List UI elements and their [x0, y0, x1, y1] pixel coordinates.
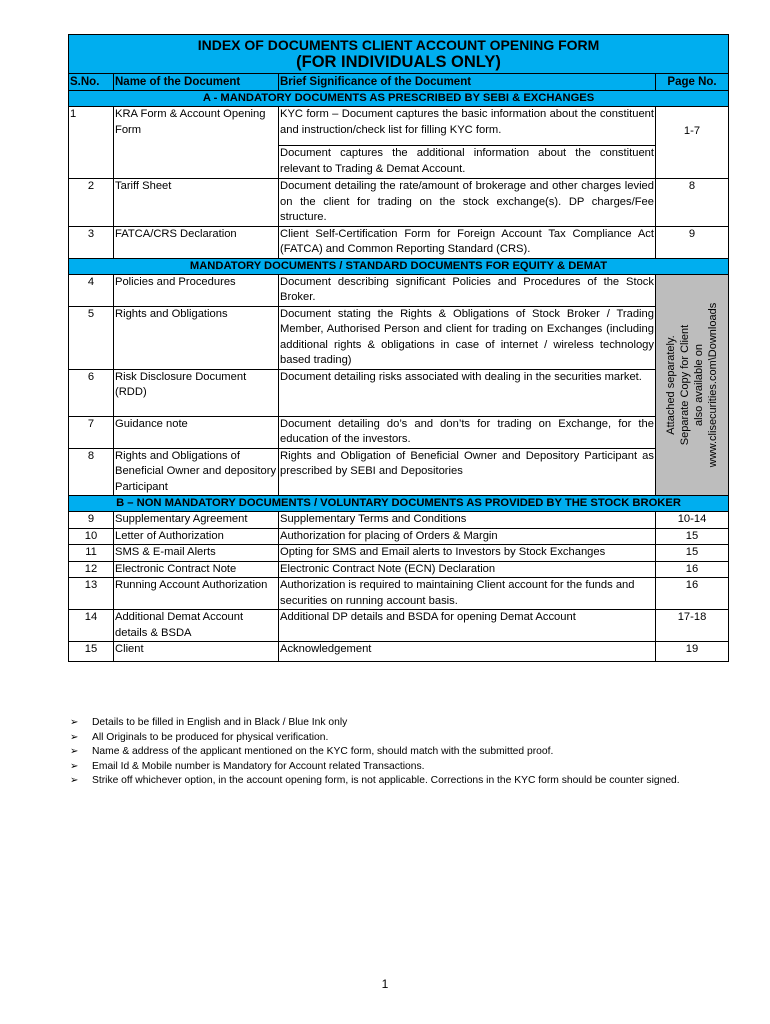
row-name: Client [114, 642, 279, 662]
row-page: 17-18 [656, 610, 729, 642]
row-sno: 10 [69, 528, 114, 545]
row-significance: Document detailing do’s and don’ts for trading on Exchange, for the education of the investors. [279, 416, 656, 448]
row-significance: Acknowledgement [279, 642, 656, 662]
section-b-title: B – NON MANDATORY DOCUMENTS / VOLUNTARY DOCUMENTS AS PROVIDED BY THE STOCK BROKER [69, 496, 729, 512]
header-sno: S.No. [69, 74, 114, 91]
row-name: Letter of Authorization [114, 528, 279, 545]
table-row [69, 306, 729, 369]
table-row [69, 226, 729, 258]
row-significance: Additional DP details and BSDA for opening Demat Account [279, 610, 656, 642]
row-sno: 14 [69, 610, 114, 642]
row-name: FATCA/CRS Declaration [114, 226, 279, 258]
section-a-title: A - MANDATORY DOCUMENTS AS PRESCRIBED BY SEBI & EXCHANGES [69, 91, 729, 107]
list-item: ➢ Name & address of the applicant mentioned on the KYC form, should match with the submitted proof. [70, 745, 750, 760]
row-page: 16 [656, 578, 729, 610]
index-table [68, 34, 729, 662]
row-sno: 1 [69, 107, 114, 146]
row-significance: Supplementary Terms and Conditions [279, 512, 656, 529]
row-sno: 9 [69, 512, 114, 529]
table-row [69, 545, 729, 562]
table-row [69, 179, 729, 227]
title-line1: INDEX OF DOCUMENTS CLIENT ACCOUNT OPENING FORM [197, 37, 600, 53]
row-significance: Authorization for placing of Orders & Margin [279, 528, 656, 545]
side-note-text: Attached separately. Separate Copy for Client also available on www.clisecurities.com\Downloads [665, 302, 720, 467]
header-page: Page No. [656, 74, 729, 91]
table-row [69, 416, 729, 448]
notes-list [70, 716, 750, 789]
row-page: 8 [656, 179, 729, 227]
side-note [656, 274, 729, 496]
page-number: 1 [381, 977, 389, 991]
row-significance: Rights and Obligation of Beneficial Owner and Depository Participant as prescribed by SEBI and Depositories [279, 448, 656, 496]
section-a2-band [69, 258, 729, 274]
table-row [69, 448, 729, 496]
section-a2-title: MANDATORY DOCUMENTS / STANDARD DOCUMENTS FOR EQUITY & DEMAT [69, 258, 729, 274]
row-significance: Opting for SMS and Email alerts to Investors by Stock Exchanges [279, 545, 656, 562]
row-name: Risk Disclosure Document (RDD) [114, 369, 279, 416]
row-page: 16 [656, 561, 729, 578]
row-sno: 13 [69, 578, 114, 610]
row-name: Additional Demat Account details & BSDA [114, 610, 279, 642]
table-row [69, 107, 729, 146]
arrowhead-bullet-icon: ➢ [70, 775, 79, 786]
row-sno: 5 [69, 306, 114, 369]
row-name: Policies and Procedures [114, 274, 279, 306]
row-significance: Document detailing risks associated with dealing in the securities market. [279, 369, 656, 416]
row-sno: 2 [69, 179, 114, 227]
row-sno: 7 [69, 416, 114, 448]
row-page: 9 [656, 226, 729, 258]
row-sno: 3 [69, 226, 114, 258]
row-page: 15 [656, 545, 729, 562]
row-name: Supplementary Agreement [114, 512, 279, 529]
section-a-band [69, 91, 729, 107]
section-b-band [69, 496, 729, 512]
row-significance-extra: Document captures the additional information about the constituent relevant to Trading & Demat Account. [279, 146, 656, 179]
row-sno: 8 [69, 448, 114, 496]
row-sno: 11 [69, 545, 114, 562]
table-row [69, 578, 729, 610]
row-name: Rights and Obligations of Beneficial Owner and depository Participant [114, 448, 279, 496]
row-name: Running Account Authorization [114, 578, 279, 610]
list-item: ➢ All Originals to be produced for physical verification. [70, 731, 750, 746]
arrowhead-bullet-icon: ➢ [70, 760, 79, 772]
row-name: Guidance note [114, 416, 279, 448]
document-index [68, 34, 728, 662]
row-significance: Document detailing the rate/amount of brokerage and other charges levied on the client for trading on the stock exchange(s). DP charges/Fee structure. [279, 179, 656, 227]
row-significance: Authorization is required to maintaining Client account for the funds and securities on running account basis. [279, 578, 656, 610]
row-significance: Electronic Contract Note (ECN) Declaration [279, 561, 656, 578]
table-row [69, 610, 729, 642]
arrowhead-bullet-icon: ➢ [70, 717, 79, 728]
list-item: ➢ Email Id & Mobile number is Mandatory for Account related Transactions. [70, 760, 750, 775]
table-row [69, 642, 729, 662]
list-item: ➢ Strike off whichever option, in the account opening form, is not applicable. Corrections in the KYC form should be counter signed. [70, 774, 750, 789]
row-page: 1-7 [656, 107, 729, 179]
table-row [69, 528, 729, 545]
row-significance: Document describing significant Policies and Procedures of the Stock Broker. [279, 274, 656, 306]
row-significance: KYC form – Document captures the basic information about the constituent and instruction/check list for filling KYC form. [279, 107, 656, 146]
row-page: 19 [656, 642, 729, 662]
table-row [69, 274, 729, 306]
header-name: Name of the Document [114, 74, 279, 91]
row-name: KRA Form & Account Opening Form [114, 107, 279, 146]
list-item: ➢ Details to be filled in English and in Black / Blue Ink only [70, 716, 750, 731]
row-page: 10-14 [656, 512, 729, 529]
title-line2: (FOR INDIVIDUALS ONLY) [296, 53, 501, 71]
row-sno: 12 [69, 561, 114, 578]
row-significance: Client Self-Certification Form for Foreign Account Tax Compliance Act (FATCA) and Common Reporting Standard (CRS). [279, 226, 656, 258]
header-significance: Brief Significance of the Document [279, 74, 656, 91]
arrowhead-bullet-icon: ➢ [70, 746, 79, 757]
table-row [69, 146, 729, 179]
row-name: Tariff Sheet [114, 179, 279, 227]
table-row [69, 369, 729, 416]
table-row [69, 561, 729, 578]
row-sno: 6 [69, 369, 114, 416]
row-sno: 15 [69, 642, 114, 662]
table-row [69, 512, 729, 529]
row-page: 15 [656, 528, 729, 545]
table-title [69, 35, 729, 74]
header-row [69, 74, 729, 91]
row-name: SMS & E-mail Alerts [114, 545, 279, 562]
row-name: Rights and Obligations [114, 306, 279, 369]
arrowhead-bullet-icon: ➢ [70, 731, 79, 743]
row-name: Electronic Contract Note [114, 561, 279, 578]
row-significance: Document stating the Rights & Obligations of Stock Broker / Trading Member, Authorised Person and client for trading on Exchanges (including additional rights & obligations in case of internet / wireless technology based trading) [279, 306, 656, 369]
row-sno: 4 [69, 274, 114, 306]
